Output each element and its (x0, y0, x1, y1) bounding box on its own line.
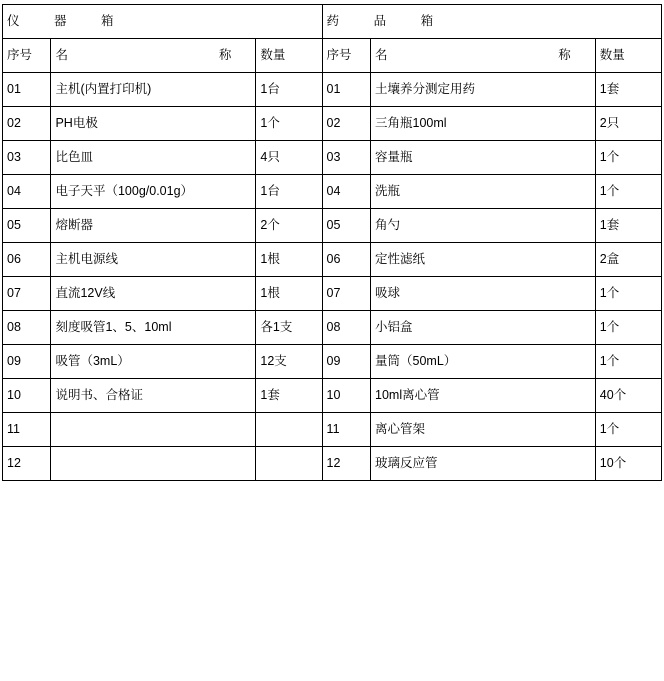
reagent-row-name: 定性滤纸 (371, 243, 596, 277)
table-row (3, 107, 662, 141)
reagent-row-name: 玻璃反应管 (371, 447, 596, 481)
table-row (3, 175, 662, 209)
instrument-row-qty: 1个 (256, 107, 322, 141)
instrument-row-no: 02 (3, 107, 51, 141)
table-row (3, 141, 662, 175)
instrument-row-no: 11 (3, 413, 51, 447)
instrument-row-name: 吸管（3mL） (51, 345, 256, 379)
reagent-row-name: 洗瓶 (371, 175, 596, 209)
reagent-row-no: 12 (322, 447, 370, 481)
reagent-header-name (371, 39, 596, 73)
reagent-row-name: 量筒（50mL） (371, 345, 596, 379)
reagent-row-qty: 40个 (595, 379, 661, 413)
instrument-box-title (3, 5, 323, 39)
reagent-row-name: 离心管架 (371, 413, 596, 447)
reagent-row-qty: 2盒 (595, 243, 661, 277)
reagent-title-char-2: 品 (373, 14, 387, 28)
instrument-row-name: 比色皿 (51, 141, 256, 175)
instrument-row-qty: 1根 (256, 243, 322, 277)
table-row (3, 379, 662, 413)
reagent-row-no: 03 (322, 141, 370, 175)
instrument-row-no: 06 (3, 243, 51, 277)
instrument-row-no: 07 (3, 277, 51, 311)
instrument-row-name (51, 447, 256, 481)
reagent-row-name: 三角瓶100ml (371, 107, 596, 141)
instrument-row-name: 刻度吸管1、5、10ml (51, 311, 256, 345)
reagent-row-no: 10 (322, 379, 370, 413)
reagent-title-char-3: 箱 (420, 14, 434, 28)
instrument-row-qty (256, 413, 322, 447)
instrument-row-no: 08 (3, 311, 51, 345)
instrument-row-name: 熔断器 (51, 209, 256, 243)
instrument-row-qty: 2个 (256, 209, 322, 243)
instrument-row-qty: 1台 (256, 175, 322, 209)
reagent-row-no: 01 (322, 73, 370, 107)
table-row (3, 345, 662, 379)
reagent-row-no: 07 (322, 277, 370, 311)
reagent-row-no: 11 (322, 413, 370, 447)
table-title-row (3, 5, 662, 39)
packing-list-table (2, 4, 662, 481)
table-row (3, 311, 662, 345)
instrument-row-name (51, 413, 256, 447)
instrument-row-no: 05 (3, 209, 51, 243)
instrument-row-name: PH电极 (51, 107, 256, 141)
table-row (3, 413, 662, 447)
reagent-row-no: 06 (322, 243, 370, 277)
instrument-title-char-3: 箱 (101, 14, 115, 28)
instrument-row-qty: 1套 (256, 379, 322, 413)
instrument-row-qty: 12支 (256, 345, 322, 379)
reagent-row-name: 土壤养分测定用药 (371, 73, 596, 107)
reagent-row-qty: 1套 (595, 209, 661, 243)
instrument-row-name: 主机(内置打印机) (51, 73, 256, 107)
table-row (3, 73, 662, 107)
instrument-title-char-1: 仪 (7, 14, 21, 28)
instrument-row-qty: 各1支 (256, 311, 322, 345)
reagent-row-qty: 2只 (595, 107, 661, 141)
instrument-row-qty: 1台 (256, 73, 322, 107)
instrument-row-qty: 1根 (256, 277, 322, 311)
table-row (3, 209, 662, 243)
instrument-row-name: 直流12V线 (51, 277, 256, 311)
table-row (3, 277, 662, 311)
reagent-row-name: 容量瓶 (371, 141, 596, 175)
reagent-row-no: 08 (322, 311, 370, 345)
reagent-row-name: 吸球 (371, 277, 596, 311)
instrument-row-qty (256, 447, 322, 481)
instrument-header-name (51, 39, 256, 73)
reagent-header-name-left: 名 (375, 48, 388, 62)
instrument-row-no: 01 (3, 73, 51, 107)
reagent-row-qty: 1个 (595, 277, 661, 311)
reagent-row-qty: 10个 (595, 447, 661, 481)
reagent-row-qty: 1个 (595, 345, 661, 379)
instrument-header-name-right: 称 (218, 48, 232, 62)
instrument-row-no: 04 (3, 175, 51, 209)
reagent-row-name: 小铝盒 (371, 311, 596, 345)
instrument-row-name: 主机电源线 (51, 243, 256, 277)
instrument-row-no: 12 (3, 447, 51, 481)
instrument-header-qty: 数量 (256, 39, 322, 73)
table-row (3, 447, 662, 481)
reagent-row-no: 02 (322, 107, 370, 141)
instrument-row-name: 电子天平（100g/0.01g） (51, 175, 256, 209)
instrument-row-no: 10 (3, 379, 51, 413)
table-row (3, 243, 662, 277)
instrument-header-name-left: 名 (55, 48, 68, 62)
reagent-row-qty: 1个 (595, 141, 661, 175)
instrument-title-char-2: 器 (54, 14, 68, 28)
reagent-header-name-right: 称 (558, 48, 571, 62)
instrument-row-qty: 4只 (256, 141, 322, 175)
table-header-row (3, 39, 662, 73)
reagent-row-no: 05 (322, 209, 370, 243)
reagent-row-name: 角勺 (371, 209, 596, 243)
reagent-row-no: 09 (322, 345, 370, 379)
reagent-title-char-1: 药 (326, 14, 340, 28)
reagent-row-qty: 1个 (595, 175, 661, 209)
reagent-row-qty: 1套 (595, 73, 661, 107)
reagent-row-no: 04 (322, 175, 370, 209)
reagent-row-qty: 1个 (595, 311, 661, 345)
instrument-row-no: 09 (3, 345, 51, 379)
reagent-header-qty: 数量 (595, 39, 661, 73)
reagent-box-title (322, 5, 661, 39)
instrument-header-no: 序号 (3, 39, 51, 73)
reagent-row-qty: 1个 (595, 413, 661, 447)
reagent-row-name: 10ml离心管 (371, 379, 596, 413)
instrument-row-name: 说明书、合格证 (51, 379, 256, 413)
reagent-header-no: 序号 (322, 39, 370, 73)
instrument-row-no: 03 (3, 141, 51, 175)
